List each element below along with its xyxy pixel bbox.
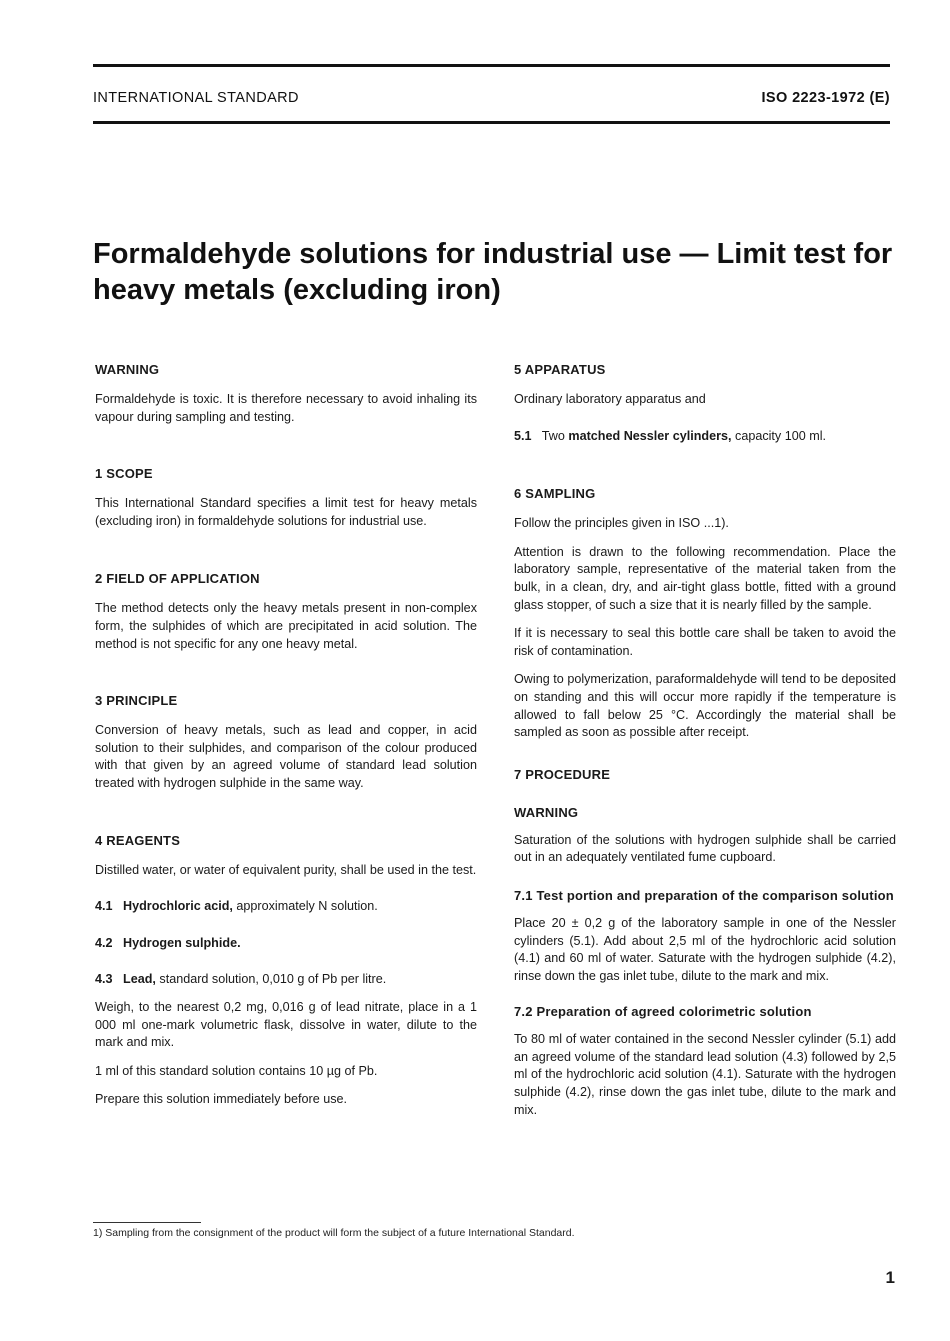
section-5-1-text: capacity 100 ml. (735, 428, 827, 443)
section-4-2-title: Hydrogen sulphide. (123, 935, 241, 950)
header-document-number: ISO 2223-1972 (E) (761, 90, 890, 106)
title-line-2: heavy metals (excluding iron) (93, 274, 501, 306)
section-6-paragraph-1: Follow the principles given in ISO ...1). (514, 516, 729, 531)
section-2-heading: 2 FIELD OF APPLICATION (95, 571, 260, 587)
section-7-warning-text: Saturation of the solutions with hydrogen sulphide shall be carried out in an adequately ventilated fume cupboard. (514, 832, 896, 865)
section-4-3-text: standard solution, 0,010 g of Pb per litre. (159, 972, 387, 987)
section-4-3-paragraph-3: Prepare this solution immediately before use. (95, 1092, 348, 1107)
section-4-1 (95, 898, 477, 916)
document-title (93, 236, 893, 308)
section-1-text: This International Standard specifies a limit test for heavy metals (excluding iron) in formaldehyde solutions for industrial use. (95, 496, 477, 528)
section-7-1-heading: 7.1 Test portion and preparation of the comparison solution (514, 887, 894, 903)
section-3-heading: 3 PRINCIPLE (95, 693, 178, 709)
section-4-2-number: 4.2 (95, 935, 113, 950)
header-left: INTERNATIONAL STANDARD (93, 90, 299, 106)
section-6-heading: 6 SAMPLING (514, 486, 596, 502)
section-4-3-title: Lead, (123, 972, 156, 987)
section-4-heading: 4 REAGENTS (95, 832, 181, 848)
page-number: 1 (885, 1268, 895, 1287)
warning-heading: WARNING (95, 362, 160, 377)
section-3-text: Conversion of heavy metals, such as lead and copper, in acid solution to their sulphides, and comparison of the colour produced with that given by an agreed volume of standard lead solution treated with hydrogen sulphide in the same way. (95, 723, 477, 790)
footnote-rule (93, 1222, 201, 1223)
section-7-warning-heading: WARNING (514, 804, 579, 820)
section-4-1-text: approximately N solution. (236, 899, 378, 914)
section-5-1-number: 5.1 (514, 428, 532, 443)
section-4-1-number: 4.1 (95, 899, 113, 914)
right-column (514, 360, 896, 1119)
section-6-paragraph-2: Attention is drawn to the following recommendation. Place the laboratory sample, representative of the material taken from the bulk, in a clean, dry, and air-tight glass bottle, fitted with a ground glass stopper, of such a size that it is nearly filled by the sample. (514, 544, 896, 612)
section-4-3 (95, 971, 477, 989)
section-4-3-number: 4.3 (95, 972, 113, 987)
warning-text: Formaldehyde is toxic. It is therefore necessary to avoid inhaling its vapour during sampling and testing. (95, 392, 477, 424)
header-rule-top (93, 64, 890, 67)
title-line-1: Formaldehyde solutions for industrial use — Limit test for (93, 238, 893, 270)
section-4-3-paragraph-1: Weigh, to the nearest 0,2 mg, 0,016 g of lead nitrate, place in a 1 000 ml one-mark volumetric flask, dissolve in water, dilute to the mark and mix. (95, 999, 477, 1050)
section-6-paragraph-3: If it is necessary to seal this bottle care shall be taken to avoid the risk of contamination. (514, 626, 896, 658)
section-4-3-paragraph-2: 1 ml of this standard solution contains 10 µg of Pb. (95, 1063, 378, 1078)
section-7-2-text: To 80 ml of water contained in the second Nessler cylinder (5.1) add an agreed volume of the standard lead solution (4.3) followed by 2,5 ml of the hydrochloric acid solution (4.1). Saturate with the hydrogen sulphide (4.2), rinse down the gas inlet tube, dilute to the mark and mix. (514, 1032, 896, 1117)
section-4-text: Distilled water, or water of equivalent purity, shall be used in the test. (95, 862, 477, 877)
section-4-1-title: Hydrochloric acid, (123, 899, 233, 914)
section-5-1-title: matched Nessler cylinders, (568, 428, 732, 443)
section-7-1-text: Place 20 ± 0,2 g of the laboratory sample in one of the Nessler cylinders (5.1). Add about 2,5 ml of the hydrochloric acid solution (4.1) and 60 ml of water. Saturate with the hydrogen sulphide (4.2), rinse down the gas inlet tube, dilute to the mark and mix. (514, 915, 896, 983)
header-rule-bottom (93, 121, 890, 124)
section-5-text: Ordinary laboratory apparatus and (514, 392, 706, 406)
section-5-1-prefix: Two (541, 428, 565, 443)
section-2-text: The method detects only the heavy metals present in non-complex form, the sulphides of which are precipitated in acid solution. The method is not specific for any one heavy metal. (95, 601, 477, 651)
section-6-paragraph-4: Owing to polymerization, paraformaldehyde will tend to be deposited on standing and this will occur more rapidly if the temperature is allowed to fall below 25 °C. Accordingly the material shall be sampled as soon as possible after receipt. (514, 672, 896, 740)
footnote: 1) Sampling from the consignment of the product will form the subject of a future International Standard. (93, 1227, 575, 1239)
section-5-1 (514, 428, 896, 446)
section-7-2-heading: 7.2 Preparation of agreed colorimetric solution (514, 1004, 812, 1020)
section-1-heading: 1 SCOPE (95, 466, 153, 482)
section-7-heading: 7 PROCEDURE (514, 766, 611, 782)
left-column (95, 360, 477, 1109)
section-5-heading: 5 APPARATUS (514, 362, 606, 377)
section-4-2 (95, 935, 477, 953)
